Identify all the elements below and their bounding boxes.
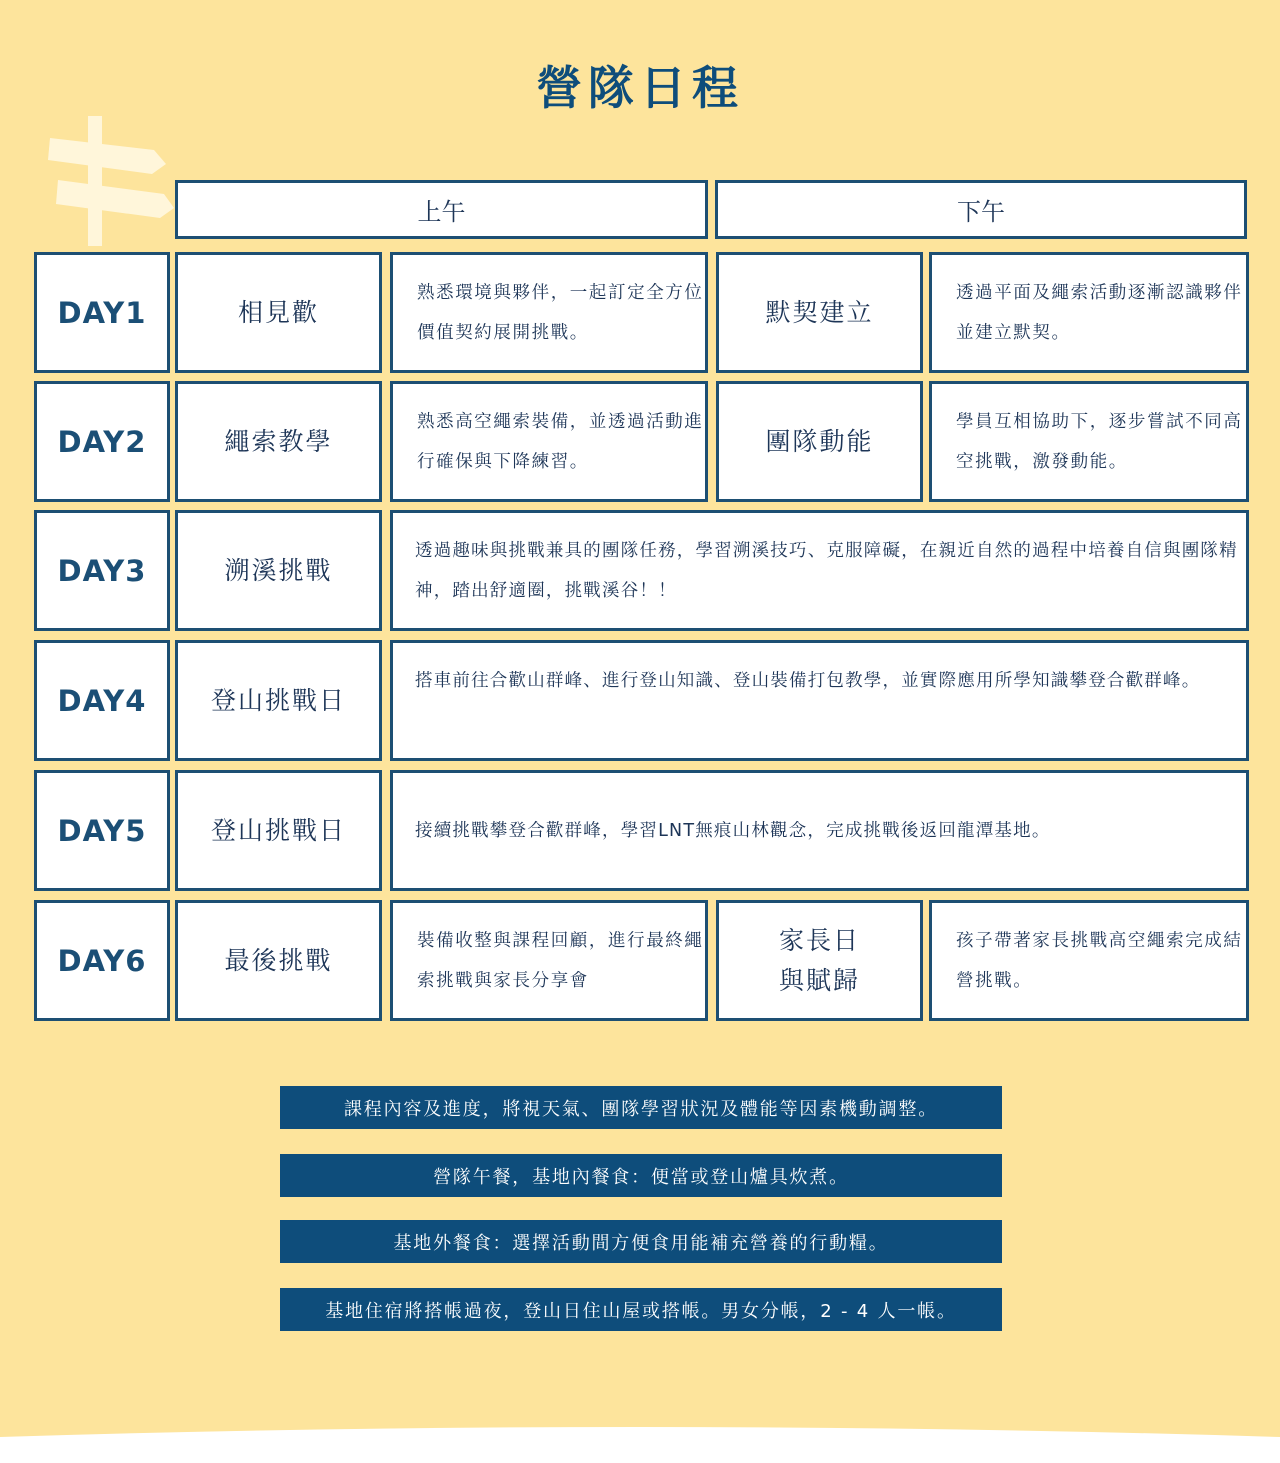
signpost-icon (40, 112, 180, 252)
day-label: DAY5 (34, 770, 170, 891)
morning-desc: 裝備收整與課程回顧，進行最終繩索挑戰與家長分享會 (390, 900, 708, 1021)
header-morning: 上午 (175, 180, 708, 239)
day-topic: 登山挑戰日 (175, 770, 382, 891)
afternoon-topic: 團隊動能 (716, 381, 923, 502)
afternoon-desc: 孩子帶著家長挑戰高空繩索完成結營挑戰。 (929, 900, 1249, 1021)
page-title: 營隊日程 (536, 61, 744, 115)
day-label: DAY2 (34, 381, 170, 502)
afternoon-topic-line: 與賦歸 (778, 965, 860, 995)
header-afternoon: 下午 (715, 180, 1247, 239)
day-topic: 登山挑戰日 (175, 640, 382, 761)
bottom-wave (0, 1423, 1280, 1463)
afternoon-topic: 默契建立 (716, 252, 923, 373)
day-label: DAY4 (34, 640, 170, 761)
note-banner: 基地住宿將搭帳過夜，登山日住山屋或搭帳。男女分帳，2 - 4 人一帳。 (280, 1288, 1002, 1331)
afternoon-desc: 透過平面及繩索活動逐漸認識夥伴並建立默契。 (929, 252, 1249, 373)
day-topic: 繩索教學 (175, 381, 382, 502)
day-label: DAY1 (34, 252, 170, 373)
afternoon-topic-line: 家長日 (778, 925, 860, 955)
day-topic: 最後挑戰 (175, 900, 382, 1021)
day-topic: 相見歡 (175, 252, 382, 373)
full-day-desc: 搭車前往合歡山群峰、進行登山知識、登山裝備打包教學，並實際應用所學知識攀登合歡群峰。 (390, 640, 1249, 761)
note-banner: 基地外餐食：選擇活動間方便食用能補充營養的行動糧。 (280, 1220, 1002, 1263)
afternoon-topic (716, 900, 923, 1021)
day-label: DAY3 (34, 510, 170, 631)
note-banner: 課程內容及進度，將視天氣、團隊學習狀況及體能等因素機動調整。 (280, 1086, 1002, 1129)
morning-desc: 熟悉環境與夥伴，一起訂定全方位價值契約展開挑戰。 (390, 252, 708, 373)
day-label: DAY6 (34, 900, 170, 1021)
note-banner: 營隊午餐，基地內餐食：便當或登山爐具炊煮。 (280, 1154, 1002, 1197)
morning-desc: 熟悉高空繩索裝備，並透過活動進行確保與下降練習。 (390, 381, 708, 502)
full-day-desc: 透過趣味與挑戰兼具的團隊任務，學習溯溪技巧、克服障礙，在親近自然的過程中培養自信與團隊精神，踏出舒適圈，挑戰溪谷！！ (390, 510, 1249, 631)
full-day-desc: 接續挑戰攀登合歡群峰，學習LNT無痕山林觀念，完成挑戰後返回龍潭基地。 (390, 770, 1249, 891)
day-topic: 溯溪挑戰 (175, 510, 382, 631)
afternoon-desc: 學員互相協助下，逐步嘗試不同高空挑戰，激發動能。 (929, 381, 1249, 502)
